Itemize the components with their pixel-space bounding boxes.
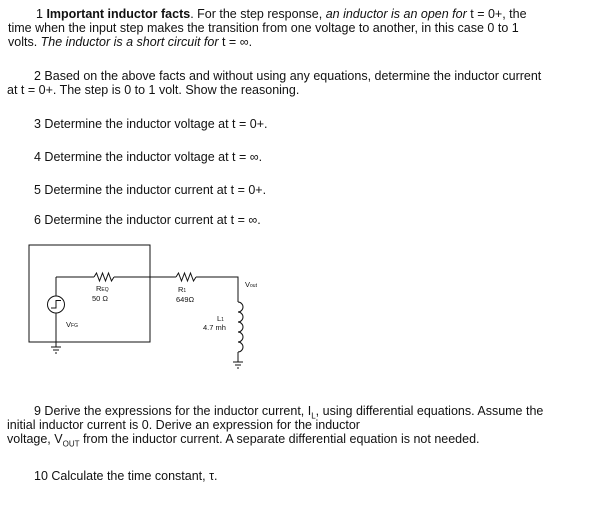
question-6: 6 Determine the inductor current at t = ∞.	[34, 213, 261, 227]
question-10: 10 Calculate the time constant, τ.	[34, 469, 218, 483]
r1-value: 649Ω	[176, 295, 195, 304]
question-1-line-3: volts. The inductor is a short circuit for t = ∞.	[8, 35, 253, 49]
question-1-title: Important inductor facts	[46, 7, 191, 21]
function-generator-box	[29, 245, 150, 342]
resistor-req	[94, 273, 114, 281]
circuit-diagram	[28, 244, 278, 394]
ground-icon	[51, 342, 61, 353]
question-1-line-2: time when the input step makes the transition from one voltage to another, in this case 0 to 1	[8, 21, 519, 35]
question-9-line-3: voltage, $V_{OUT}$ from the inductor current. A separate differential equation is not needed.	[7, 432, 480, 449]
question-4: 4 Determine the inductor voltage at t = ∞.	[34, 150, 263, 164]
vfg-label: VFG	[66, 320, 78, 329]
inductor-l1	[238, 302, 243, 352]
question-3: 3 Determine the inductor voltage at t = 0+.	[34, 117, 268, 131]
r1-label: R1	[178, 285, 187, 294]
l1-value: 4.7 mh	[203, 323, 226, 332]
l1-label: L1	[217, 314, 224, 323]
vout-label: Vout	[245, 280, 257, 289]
question-1-line-1: 1 Important inductor facts. For the step response, an inductor is an open for t = 0+, the	[36, 7, 527, 21]
req-label: REQ	[96, 284, 109, 293]
step-source-icon	[48, 296, 65, 313]
question-5: 5 Determine the inductor current at t = 0+.	[34, 183, 267, 197]
resistor-r1	[176, 273, 196, 281]
ground-icon	[233, 362, 243, 368]
question-9-line-2: initial inductor current is 0. Derive an expression for the inductor	[7, 418, 360, 432]
question-9-line-1: 9 Derive the expressions for the inductor current, $I_L$, using differential equations. Assume the	[34, 404, 544, 421]
question-2-line-2: at t = 0+. The step is 0 to 1 volt. Show the reasoning.	[7, 83, 300, 97]
req-value: 50 Ω	[92, 294, 109, 303]
question-2-line-1: 2 Based on the above facts and without using any equations, determine the inductor current	[34, 69, 542, 83]
